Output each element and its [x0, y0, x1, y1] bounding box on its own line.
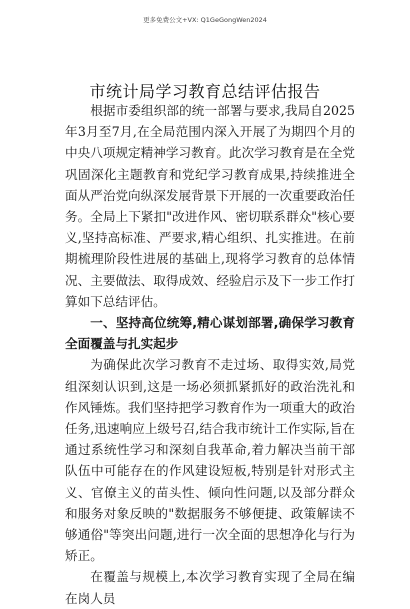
paragraph-section-1: 为确保此次学习教育不走过场、取得实效,局党组深刻认识到,这是一场必须抓紧抓好的政治洗礼和作风锤炼。我们坚持把学习教育作为一项重大的政治任务,迅速响应上级号召,结合我市统计工作实际,旨在通过系统性学习和深刻自我革命,着力解决当前干部队伍中可能存在的作风建设短板,特别是针对形式主义、官僚主义的苗头性、倾向性问题,以及部分群众和服务对象反映的"数据服务不够便捷、政策解读不够通俗"等突出问题,进行一次全面的思想净化与行为矫正。 — [65, 357, 355, 564]
document-body — [65, 100, 355, 609]
watermark-text: 更多免费公文+VX: Q1GeGongWen2024 — [143, 16, 267, 24]
paragraph-intro: 根据市委组织部的统一部署与要求,我局自2025年3月至7月,在全局范围内深入开展了为期四个月的中央八项规定精神学习教育。此次学习教育是在全党巩固深化主题教育和党纪学习教育成果,持续推进全面从严治党向纵深发展背景下开展的一次重要政治任务。全局上下紧扣"改进作风、密切联系群众"核心要义,坚持高标准、严要求,精心组织、扎实推进。在前期梳理阶段性进展的基础上,现将学习教育的总体情况、主要做法、取得成效、经验启示及下一步工作打算如下总结评估。 — [65, 103, 355, 309]
document-title: 市统计局学习教育总结评估报告 — [89, 82, 321, 101]
section-heading-1: 一、坚持高位统筹,精心谋划部署,确保学习教育全面覆盖与扎实起步 — [65, 315, 355, 352]
paragraph-coverage: 在覆盖与规模上,本次学习教育实现了全局在编在岗人员 — [65, 569, 355, 606]
